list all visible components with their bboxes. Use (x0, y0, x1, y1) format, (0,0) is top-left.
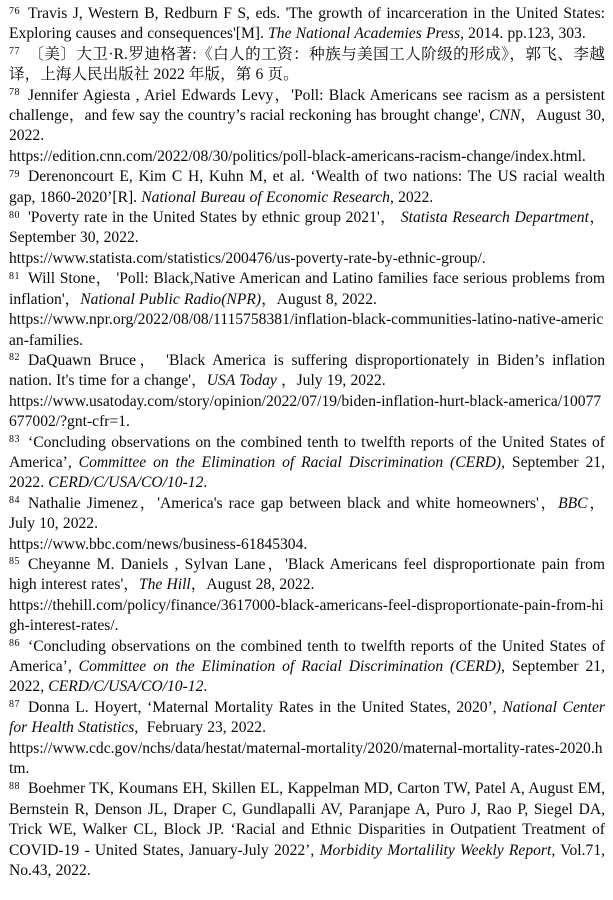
source-name: BBC (558, 494, 588, 512)
footnote-number: 87 (9, 699, 20, 711)
footnote-number: 78 (9, 87, 20, 99)
footnote-number: 85 (9, 556, 20, 568)
footnote-text: Travis J, Western B, Redburn F S, eds. 'The growth of incarceration in the United States: Exploring causes and consequences'[M]. (9, 5, 605, 43)
footnote-text: , 2014. pp.123, 303. (460, 25, 586, 43)
footnote-text: , 2022. (389, 188, 434, 206)
footnote-text: Vol.71, No.43, 2022. (9, 841, 606, 880)
source-name: National Public Radio(NPR) (80, 290, 262, 308)
footnote-number: 76 (9, 5, 20, 17)
footnote-76 (9, 4, 605, 45)
reference-url-text: https://www.statista.com/statistics/200476/us-poverty-rate-by-ethnic-group/. (9, 249, 486, 267)
footnote-text: ‘Concluding observations on the combined tenth to twelfth reports of the United States of America’, (9, 433, 605, 471)
footnote-88 (9, 779, 605, 881)
reference-url-text: https://www.cdc.gov/nchs/data/hestat/maternal-mortality/2020/maternal-mortality-rates-2020.htm. (9, 739, 603, 778)
footnote-list (9, 4, 605, 881)
source-name: CNN (489, 107, 521, 125)
footnote-text: September 21, 2022. (9, 453, 605, 492)
footnote-text: September 21, 2022, (9, 658, 605, 696)
footnote-86 (9, 637, 605, 698)
source-name: Statista Research Department (400, 209, 589, 227)
footnote-78 (9, 86, 605, 168)
reference-url-text: https://www.usatoday.com/story/opinion/2022/07/19/biden-inflation-hurt-black-america/10077677002/?gnt-cfr=1. (9, 392, 602, 431)
footnote-number: 79 (9, 168, 20, 180)
footnote-text: 'Poverty rate in the United States by ethnic group 2021'， (28, 209, 401, 227)
footnote-text: ，July 19, 2022. (276, 372, 386, 390)
footnote-text: ，August 8, 2022. (261, 290, 377, 308)
footnote-number: 82 (9, 352, 20, 364)
footnote-text: Nathalie Jimenez，'America's race gap between black and white homeowners'， (28, 494, 559, 512)
footnote-83 (9, 433, 605, 494)
footnote-text: February 23, 2022. (138, 719, 266, 737)
reference-url-text: https://thehill.com/policy/finance/3617000-black-americans-feel-disproportionate-pain-from-high-interest-rates/. (9, 596, 604, 635)
footnote-text: 〔美〕大卫·R.罗迪格著:《白人的工资：种族与美国工人阶级的形成》，郭飞、李越译，上海人民出版社 2022 年版，第 6 页。 (9, 45, 605, 84)
footnote-text: ，August 28, 2022. (190, 576, 315, 594)
footnote-87 (9, 698, 605, 780)
source-name: National Center for Health Statistics, (9, 698, 605, 737)
footnote-text: ，September 30, 2022. (9, 209, 606, 247)
footnote-text: ‘Concluding observations on the combined tenth to twelfth reports of the United States of America’, (9, 637, 605, 675)
footnote-80 (9, 208, 605, 269)
footnote-84 (9, 494, 605, 555)
footnote-text: Donna L. Hoyert, ‘Maternal Mortality Rates in the United States, 2020’, (28, 698, 503, 716)
source-name: Committee on the Elimination of Racial Discrimination (CERD), (78, 453, 506, 471)
footnote-text: DaQuawn Bruce， 'Black America is suffering disproportionately in Biden’s inflation nation. It's time for a change'， (9, 351, 605, 390)
footnote-text: . (203, 678, 208, 696)
footnote-number: 77 (9, 46, 20, 58)
footnote-number: 84 (9, 495, 20, 507)
reference-url-text: https://edition.cnn.com/2022/08/30/politics/poll-black-americans-racism-change/index.html. (9, 147, 586, 165)
footnote-79 (9, 167, 605, 208)
footnote-81 (9, 269, 605, 351)
footnote-text: Jennifer Agiesta , Ariel Edwards Levy，'Poll: Black Americans see racism as a persistent challenge，and few say the country’s racial reckoning has brought change', (9, 86, 605, 125)
footnote-text: ，July 10, 2022. (9, 494, 605, 533)
footnote-text: Will Stone， 'Poll: Black,Native American and Latino families face serious problems from inflation'， (9, 270, 605, 308)
footnote-82 (9, 351, 605, 433)
source-name: USA Today (206, 372, 277, 390)
footnote-number: 80 (9, 209, 20, 221)
footnote-text: ，August 30, 2022. (9, 107, 605, 145)
footnote-text: Cheyanne M. Daniels , Sylvan Lane，'Black Americans feel disproportionate pain from high interest rates'， (9, 555, 605, 594)
footnote-number: 83 (9, 434, 20, 446)
source-name: CERD/C/USA/CO/10-12 (48, 474, 204, 492)
footnote-number: 86 (9, 638, 20, 650)
source-name: National Bureau of Economic Research (141, 188, 390, 206)
footnote-text: . (203, 474, 208, 492)
source-name: Committee on the Elimination of Racial Discrimination (CERD), (78, 658, 506, 675)
footnote-text: Boehmer TK, Koumans EH, Skillen EL, Kappelman MD, Carton TW, Patel A, August EM, Bernstein R, Denson JL, Draper C, Gundlapalli AV, Paranjape A, Puro J, Rao P, Siegel DA, Trick WE, Walker CL, Block JP. ‘Racial and Ethnic Disparities in Outpatient Treatment of COVID-19 - United States, January-July 2022’, (9, 780, 605, 859)
footnote-number: 81 (9, 270, 20, 282)
footnote-77 (9, 45, 605, 86)
source-name: Morbidity Mortalility Weekly Report, (319, 841, 556, 859)
footnote-number: 88 (9, 780, 20, 792)
footnote-text: Derenoncourt E, Kim C H, Kuhn M, et al. ‘Wealth of two nations: The US racial wealth gap, 1860-2020’[R]. (9, 168, 605, 206)
reference-url-text: https://www.bbc.com/news/business-61845304. (9, 535, 308, 553)
source-name: The National Academies Press (268, 25, 461, 43)
source-name: The Hill (138, 576, 191, 594)
source-name: CERD/C/USA/CO/10-12 (48, 678, 204, 696)
footnote-85 (9, 555, 605, 637)
reference-url-text: https://www.npr.org/2022/08/08/1115758381/inflation-black-communities-latino-native-american-families. (9, 311, 604, 349)
